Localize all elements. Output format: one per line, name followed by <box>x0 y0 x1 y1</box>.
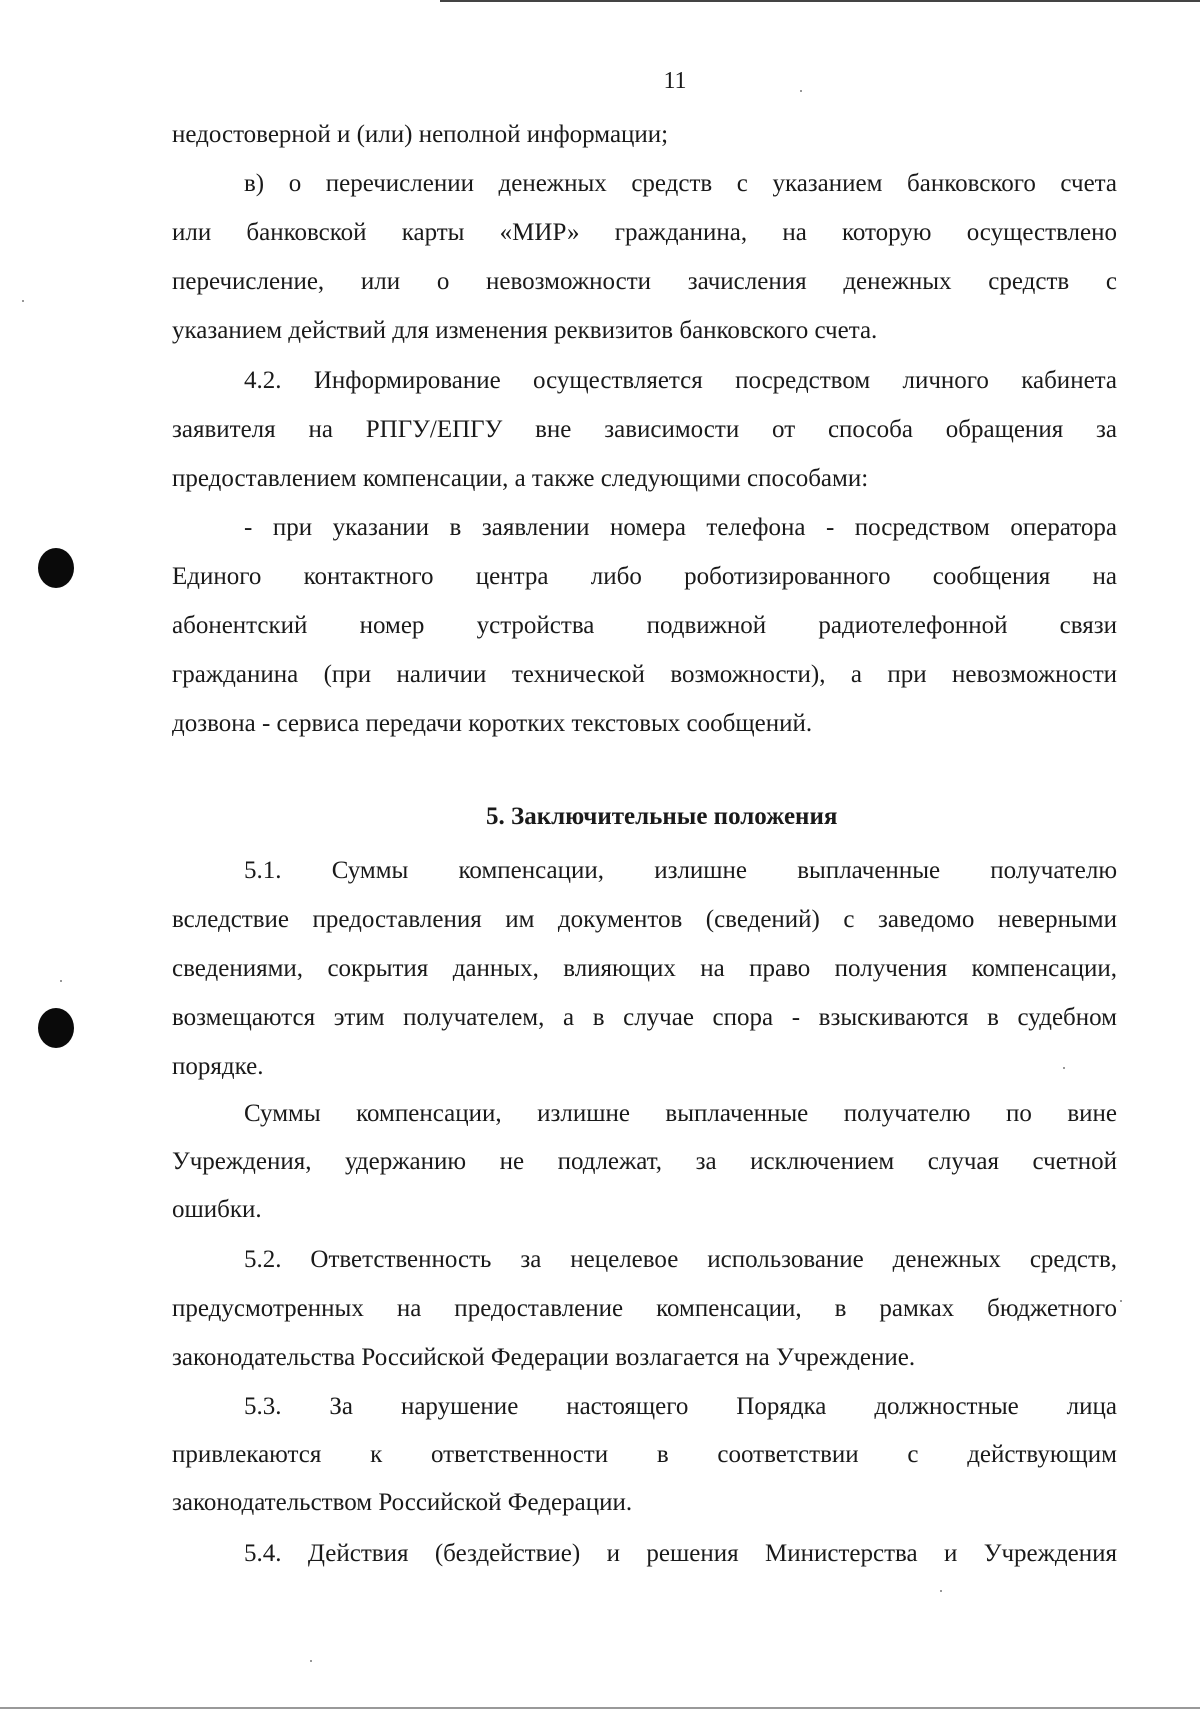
text-line: сведениями, сокрытия данных, влияющих на право получения компенсации, <box>172 955 1117 982</box>
scan-speck <box>1063 1067 1065 1069</box>
text-line: Суммы компенсации, излишне выплаченные получателю по вине <box>244 1100 1117 1127</box>
paragraph-item-v <box>172 159 1117 355</box>
scan-speck <box>310 1660 312 1662</box>
text-line: вследствие предоставления им документов (сведений) с заведомо неверными <box>172 906 1117 933</box>
text-line: 4.2. Информирование осуществляется посредством личного кабинета <box>244 367 1117 394</box>
section-heading: 5. Заключительные положения <box>486 803 838 830</box>
paragraph-4-2 <box>172 356 1117 503</box>
paragraph-refund-note <box>172 1090 1117 1234</box>
text-line: ошибки. <box>172 1196 262 1223</box>
paragraph-phone-bullet <box>172 503 1117 748</box>
text-line: недостоверной и (или) неполной информации; <box>172 121 669 148</box>
punch-hole-top <box>38 548 74 588</box>
text-line: 5.1. Суммы компенсации, излишне выплаченные получателю <box>244 857 1117 884</box>
text-line: 5.4. Действия (бездействие) и решения Министерства и Учреждения <box>244 1540 1117 1567</box>
scan-speck <box>22 300 24 302</box>
page-number: 11 <box>663 68 687 94</box>
text-line: заявителя на РПГУ/ЕПГУ вне зависимости от способа обращения за <box>172 416 1117 443</box>
paragraph-5-3 <box>172 1383 1117 1527</box>
text-line: законодательства Российской Федерации возлагается на Учреждение. <box>172 1344 916 1371</box>
paragraph-5-4 <box>172 1530 1117 1578</box>
bottom-edge-line <box>0 1707 1200 1709</box>
text-line: - при указании в заявлении номера телефона - посредством оператора <box>244 514 1117 541</box>
scan-speck <box>1120 1300 1122 1302</box>
text-line: 5.2. Ответственность за нецелевое использование денежных средств, <box>244 1246 1117 1273</box>
text-line: Единого контактного центра либо роботизированного сообщения на <box>172 563 1117 590</box>
text-line: предусмотренных на предоставление компенсации, в рамках бюджетного <box>172 1295 1117 1322</box>
text-line: возмещаются этим получателем, а в случае спора - взыскиваются в судебном <box>172 1004 1117 1031</box>
text-line: законодательством Российской Федерации. <box>172 1489 633 1516</box>
scan-speck <box>940 1590 942 1592</box>
scan-speck <box>60 980 62 982</box>
text-line: Учреждения, удержанию не подлежат, за исключением случая счетной <box>172 1148 1117 1175</box>
text-line: дозвона - сервиса передачи коротких текстовых сообщений. <box>172 710 813 737</box>
text-line: гражданина (при наличии технической возможности), а при невозможности <box>172 661 1117 688</box>
text-line: или банковской карты «МИР» гражданина, на которую осуществлено <box>172 219 1117 246</box>
text-line: 5.3. За нарушение настоящего Порядка должностные лица <box>244 1393 1117 1420</box>
text-line: перечисление, или о невозможности зачисления денежных средств с <box>172 268 1117 295</box>
text-line: привлекаются к ответственности в соответствии с действующим <box>172 1441 1117 1468</box>
scan-speck <box>800 90 802 92</box>
text-line: в) о перечислении денежных средств с указанием банковского счета <box>244 170 1117 197</box>
paragraph-5-1 <box>172 846 1117 1091</box>
text-line: указанием действий для изменения реквизитов банковского счета. <box>172 317 878 344</box>
punch-hole-bottom <box>38 1008 74 1048</box>
top-edge-line <box>440 0 1200 2</box>
text-line: порядке. <box>172 1053 264 1080</box>
text-line: абонентский номер устройства подвижной радиотелефонной связи <box>172 612 1117 639</box>
paragraph-5-2 <box>172 1235 1117 1382</box>
paragraph-continuation <box>172 110 1117 159</box>
text-line: предоставлением компенсации, а также следующими способами: <box>172 465 869 492</box>
